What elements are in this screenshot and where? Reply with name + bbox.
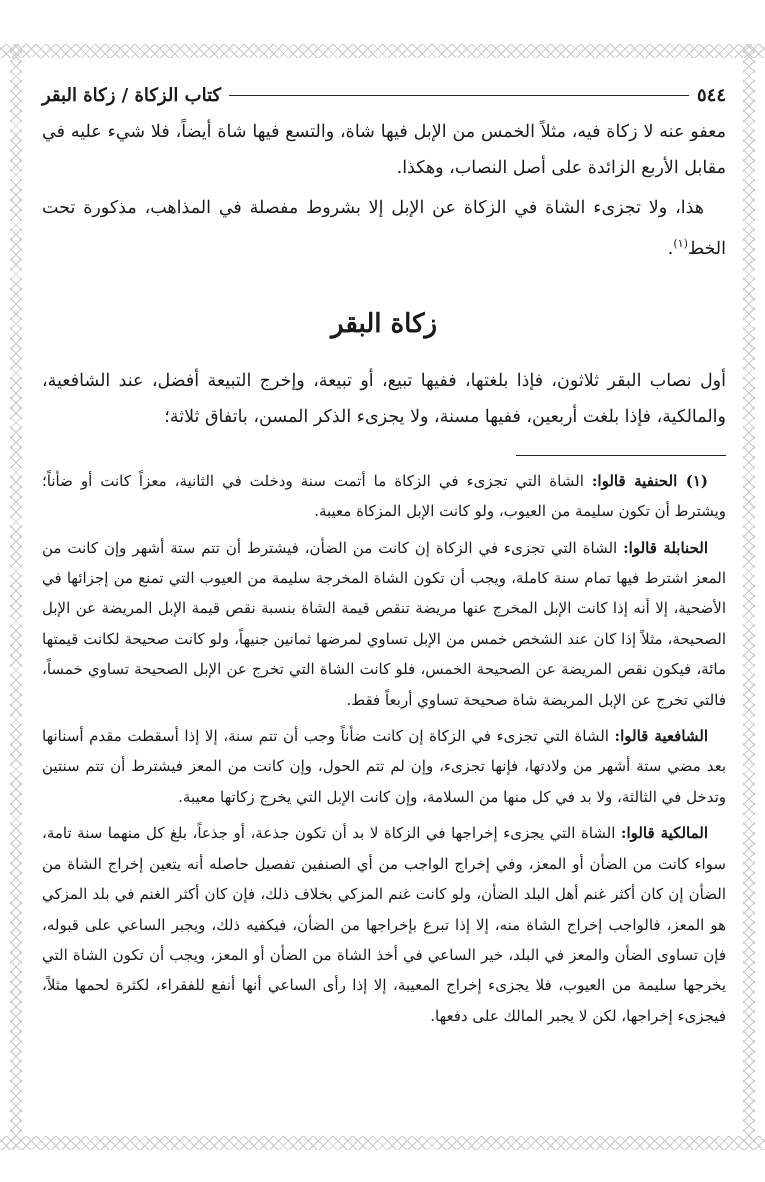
footnote-text: الشاة التي تجزىء في الزكاة إن كانت من الضأن، فيشترط أن تتم ستة أشهر وإن كانت من المعز اشترط فيها تمام سنة كاملة، ويجب أن تكون الشاة المخرجة سليمة من العيوب التي تمنع من إجزائها في الأضحية، إلا أنه إذا كانت الإبل المخرج عنها مريضة تنقص قيمة الشاة بنسبة نقص قيمة الإبل المريضة عن الإبل الصحيحة، مثلاً إذا كان عند الشخص خمس من الإبل تساوي لمرضها ثمانين جنيهاً، ولو كانت صحيحة لكانت قيمتها مائة، فيكون نقص المريضة عن الصحيحة الخمس، فلو كانت الشاة التي تخرج عن الإبل الصحيحة تساوي خمساً، فالتي تخرج عن الإبل المريضة شاة صحيحة تساوي أربعاً فقط. — [42, 538, 726, 709]
footnote-hanafi — [42, 466, 726, 527]
intro-paragraph-2: هذا، ولا تجزىء الشاة في الزكاة عن الإبل إلا بشروط مفصلة في المذاهب، مذكورة تحت الخط$^{(١)}$. — [42, 198, 726, 259]
intro-paragraph-1: معفو عنه لا زكاة فيه، مثلاً الخمس من الإبل فيها شاة، والتسع فيها شاة أيضاً، فلا شيء عليه في مقابل الأربع الزائدة على أصل النصاب، وهكذا. — [42, 122, 726, 178]
decorative-border-left — [10, 44, 22, 1150]
footnote-lead: الشافعية قالوا: — [614, 727, 709, 746]
footnote-divider — [516, 455, 726, 456]
header-rule — [229, 95, 689, 96]
footnote-text: الشاة التي يجزىء إخراجها في الزكاة لا بد أن تكون جذعة، أو جذعاً، بلغ كل منهما سنة تامة، سواء كانت من الضأن أو المعز، وفي إخراج الواجب من أي الصنفين تفصيل حاصله أنه يتعين إخراج الشاة من الضأن إن كان أكثر غنم أهل البلد الضأن، ولو كانت غنم المزكي بخلاف ذلك، فإن كان أكثر الغنم في بلد المزكي هو المعز، فالواجب إخراج الشاة منه، إلا إذا تبرع بإخراجها من الضأن، فيكفيه ذلك، ويجبر الساعي على قبوله، فإن تساوى الضأن والمعز في البلد، خير الساعي في أخذ الشاة من الضأن أو المعز، ويجب أن تكون الشاة التي يخرجها سليمة من العيوب، فلا يجزىء إخراج المعيبة، إلا إذا رأى الساعي أنها أنفع للفقراء، لكثرة لحمها مثلاً، فيجزىء إخراجها، لكن لا يجبر المالك على دفعها. — [42, 824, 726, 1025]
intro-paragraph-2-text: هذا، ولا تجزىء الشاة في الزكاة عن الإبل إلا بشروط مفصلة في المذاهب، مذكورة تحت الخط — [42, 198, 726, 259]
footnote-shafii — [42, 721, 726, 812]
footnote-reference[interactable]: (١) — [673, 237, 688, 250]
decorative-border-right — [743, 44, 755, 1150]
section-title: زكاة البقر — [330, 308, 438, 339]
decorative-border-bottom — [0, 1136, 765, 1150]
footnote-lead: (١) الحنفية قالوا: — [591, 471, 708, 490]
page-number: ٥٤٤ — [696, 84, 726, 106]
decorative-border-top — [0, 44, 765, 58]
section-body: أول نصاب البقر ثلاثون، فإذا بلغتها، ففيها تبيع، أو تبيعة، وإخرج التبيعة أفضل، عند الشافعية، والمالكية، فإذا بلغت أربعين، ففيها مسنة، ولا يجزىء الذكر المسن، باتفاق ثلاثة؛ — [42, 370, 726, 427]
footnote-maliki — [42, 818, 726, 1031]
footnote-text: الشاة التي تجزىء في الزكاة إن كانت ضأناً وجب أن تتم سنة، إلا إذا أسقطت مقدم أسنانها بعد مضي ستة أشهر من ولادتها، فإنها تجزىء، وإن لم تتم الحول، وإن كانت من المعز فيشترط أن تتم سنتين وتدخل في الثالثة، ولا بد في كل منها من السلامة، وإن كانت الإبل التي يخرج زكاتها معيبة. — [42, 727, 726, 806]
page-body — [42, 80, 726, 1037]
footnote-text: الشاة التي تجزىء في الزكاة ما أتمت سنة ودخلت في الثانية، معزاً كانت أو ضأناً؛ ويشترط أن تكون سليمة من العيوب، ولو كانت الإبل المزكاة معيبة. — [42, 471, 726, 521]
footnote-lead: المالكية قالوا: — [620, 824, 709, 843]
footnote-hanbali — [42, 533, 726, 715]
running-title: كتاب الزكاة / زكاة البقر — [42, 84, 222, 106]
running-header — [42, 80, 726, 110]
footnote-lead: الحنابلة قالوا: — [623, 538, 709, 557]
